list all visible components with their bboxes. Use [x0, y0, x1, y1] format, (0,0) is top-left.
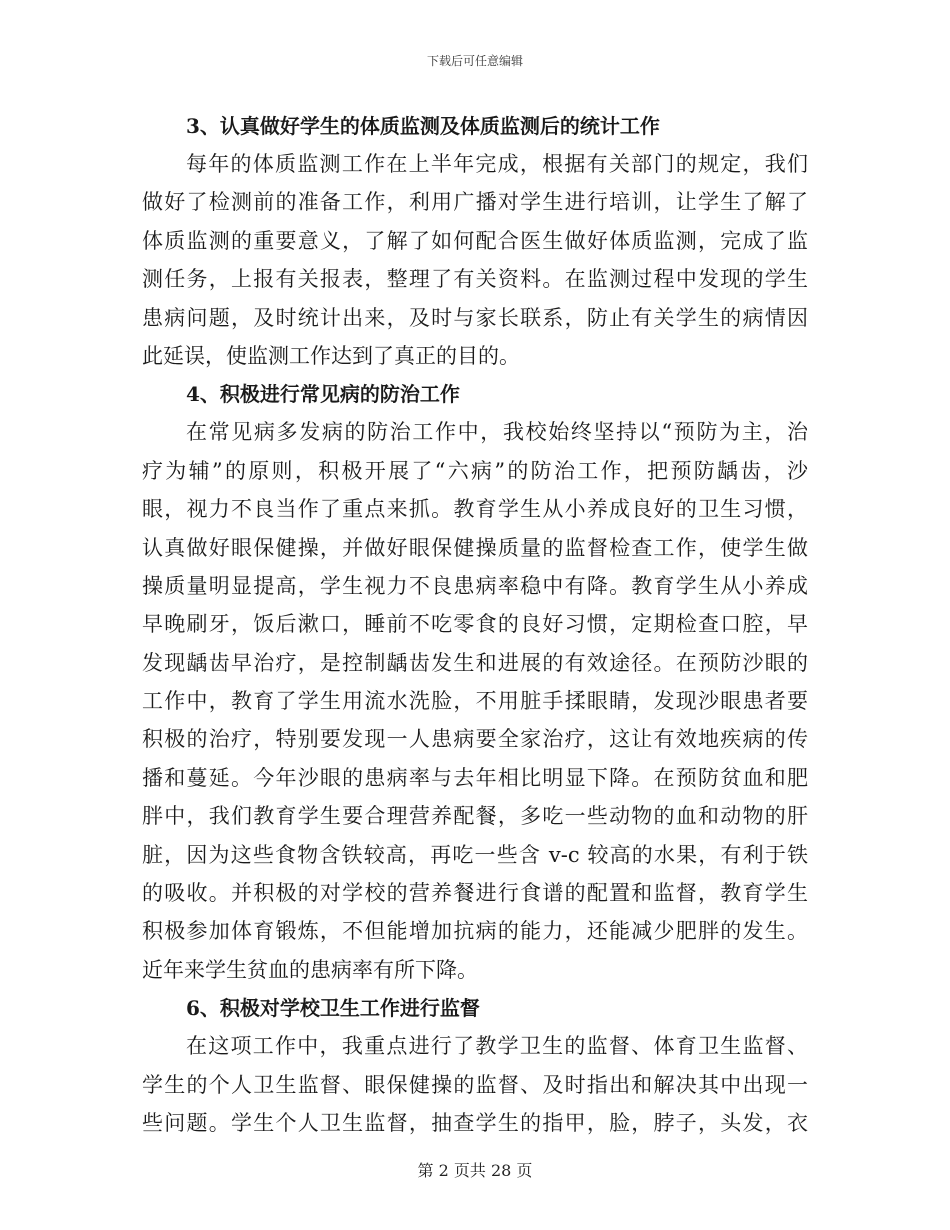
text-line: 测任务，上报有关报表，整理了有关资料。在监测过程中发现的学生 [142, 267, 808, 292]
text-line: 工作中，教育了学生用流水洗脸，不用脏手揉眼睛，发现沙眼患者要 [142, 689, 808, 714]
section-heading: 3、认真做好学生的体质监测及体质监测后的统计工作 [186, 114, 660, 138]
text-line: 学生的个人卫生监督、眼保健操的监督、及时指出和解决其中出现一 [142, 1072, 808, 1097]
text-line: 播和蔓延。今年沙眼的患病率与去年相比明显下降。在预防贫血和肥 [142, 765, 808, 790]
text-line: 体质监测的重要意义，了解了如何配合医生做好体质监测，完成了监 [142, 228, 808, 253]
section-hygiene-supervision [142, 989, 808, 1142]
section-physical-monitoring [142, 107, 808, 375]
page-header: 下载后可任意编辑 [426, 54, 523, 68]
section-disease-prevention [142, 375, 808, 989]
text-line: 发现龋齿早治疗，是控制龋齿发生和进展的有效途径。在预防沙眼的 [142, 650, 808, 675]
paragraph [142, 1027, 808, 1142]
text-line: 在这项工作中，我重点进行了教学卫生的监督、体育卫生监督、 [186, 1034, 808, 1059]
text-line: 些问题。学生个人卫生监督，抽查学生的指甲，脸，脖子，头发，衣 [142, 1110, 808, 1135]
text-line: 做好了检测前的准备工作，利用广播对学生进行培训，让学生了解了 [142, 190, 808, 215]
text-line: 眼，视力不良当作了重点来抓。教育学生从小养成良好的卫生习惯， [142, 497, 808, 522]
text-line: 胖中，我们教育学生要合理营养配餐，多吃一些动物的血和动物的肝 [142, 804, 808, 829]
text-line: 患病问题，及时统计出来，及时与家长联系，防止有关学生的病情因 [142, 305, 808, 330]
text-line: 在常见病多发病的防治工作中，我校始终坚持以“预防为主，治 [186, 420, 808, 445]
document-body [142, 107, 808, 1142]
text-line: 疗为辅”的原则，积极开展了“六病”的防治工作，把预防龋齿，沙 [142, 458, 808, 483]
paragraph [142, 413, 808, 989]
paragraph [142, 145, 808, 375]
text-line: 的吸收。并积极的对学校的营养餐进行食谱的配置和监督，教育学生 [142, 881, 808, 906]
text-line: 积极参加体育锻炼，不但能增加抗病的能力，还能减少肥胖的发生。 [142, 919, 808, 944]
text-line: 认真做好眼保健操，并做好眼保健操质量的监督检查工作，使学生做 [142, 535, 808, 560]
text-line: 操质量明显提高，学生视力不良患病率稳中有降。教育学生从小养成 [142, 573, 808, 598]
text-line: 每年的体质监测工作在上半年完成，根据有关部门的规定，我们 [186, 152, 808, 176]
section-heading: 4、积极进行常见病的防治工作 [186, 382, 460, 407]
text-line: 积极的治疗，特别要发现一人患病要全家治疗，这让有效地疾病的传 [142, 727, 808, 752]
page-number: 第 2 页共 28 页 [417, 1161, 533, 1180]
text-line: 脏，因为这些食物含铁较高，再吃一些含 v-c 较高的水果，有利于铁 [142, 842, 808, 867]
text-line: 此延误，使监测工作达到了真正的目的。 [142, 343, 520, 368]
text-line: 早晚刷牙，饭后漱口，睡前不吃零食的良好习惯，定期检查口腔，早 [142, 612, 808, 637]
text-line: 近年来学生贫血的患病率有所下降。 [142, 957, 478, 982]
section-heading: 6、积极对学校卫生工作进行监督 [186, 996, 480, 1021]
